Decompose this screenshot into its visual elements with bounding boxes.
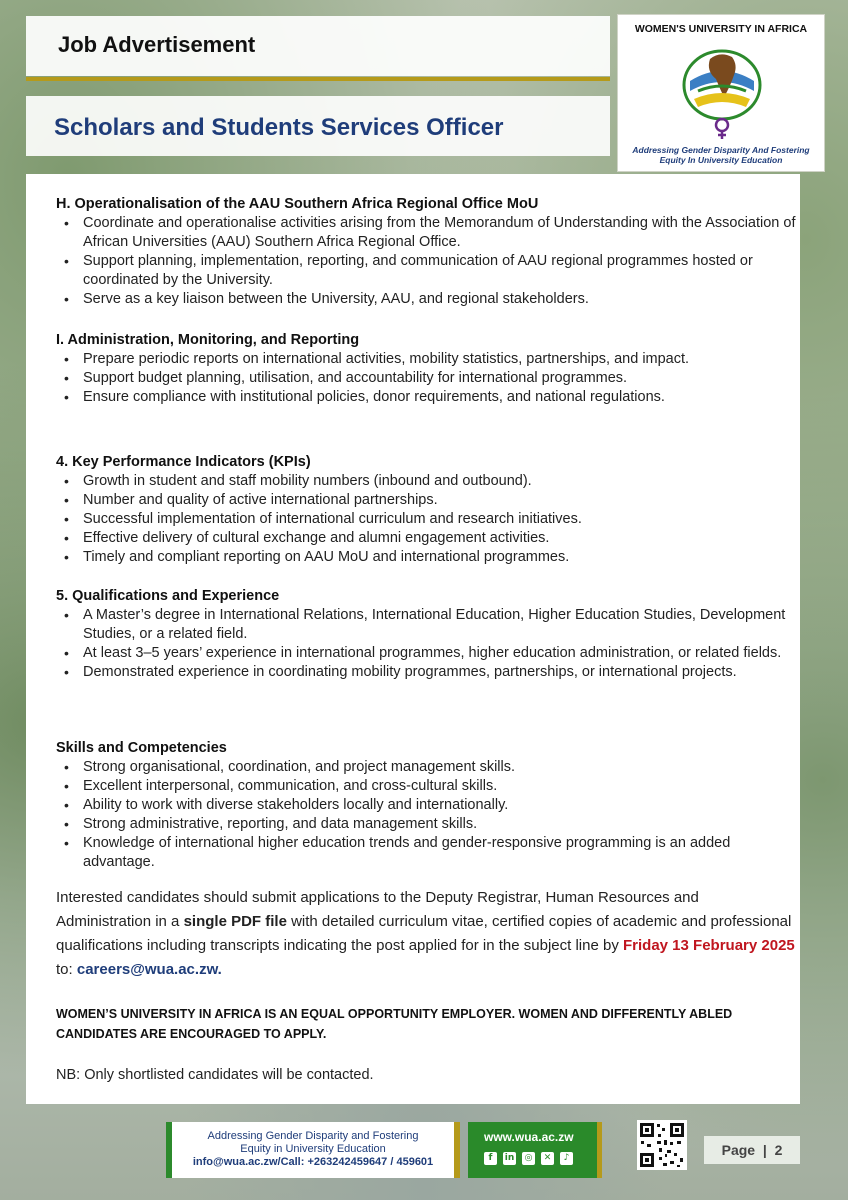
qr-code-icon[interactable] bbox=[637, 1120, 687, 1170]
website-link[interactable]: www.wua.ac.zw bbox=[484, 1130, 574, 1144]
footer-contact-card bbox=[166, 1122, 460, 1178]
instructions-text: with detailed curriculum vitae, certified copies of academic and professional qualifications including transcripts indicating the post applied for in the subject line by bbox=[56, 913, 792, 954]
bullet-list bbox=[56, 350, 796, 407]
logo-tagline-line1: Addressing Gender Disparity And Fostering bbox=[632, 145, 810, 155]
list-item: • Coordinate and operationalise activities arising from the Memorandum of Understanding with the Association of African Universities (AAU) Southern Africa Regional Office. bbox=[56, 214, 796, 252]
social-icons bbox=[484, 1152, 573, 1165]
section-heading: Skills and Competencies bbox=[56, 740, 227, 756]
section-qualifications bbox=[56, 587, 796, 682]
footer-contact[interactable]: info@wua.ac.zw/Call: +263242459647 / 459601 bbox=[192, 1156, 434, 1168]
instructions-text: to: bbox=[56, 961, 77, 978]
footer-tagline-line2: Equity in University Education bbox=[240, 1143, 386, 1155]
list-item: • Ensure compliance with institutional policies, donor requirements, and national regulations. bbox=[56, 388, 796, 407]
bullet-list bbox=[56, 606, 796, 682]
section-heading: H. Operationalisation of the AAU Southern Africa Regional Office MoU bbox=[56, 196, 539, 212]
section-administration bbox=[56, 331, 796, 407]
bullet-list bbox=[56, 472, 796, 567]
instagram-icon[interactable]: ◎ bbox=[522, 1152, 535, 1165]
list-item: • At least 3–5 years’ experience in international programmes, higher education administration, or related fields. bbox=[56, 644, 796, 663]
section-heading: I. Administration, Monitoring, and Reporting bbox=[56, 332, 360, 348]
list-item: • Knowledge of international higher education trends and gender-responsive programming is an added advantage. bbox=[56, 834, 796, 872]
page-number: 2 bbox=[774, 1142, 783, 1158]
list-item: • Excellent interpersonal, communication, and cross-cultural skills. bbox=[56, 777, 796, 796]
section-heading: 4. Key Performance Indicators (KPIs) bbox=[56, 454, 311, 470]
bullet-list bbox=[56, 214, 796, 309]
document-type-title: Job Advertisement bbox=[58, 32, 256, 57]
application-deadline: Friday 13 February 2025 bbox=[623, 937, 795, 954]
page-label: Page bbox=[721, 1142, 756, 1158]
section-heading: 5. Qualifications and Experience bbox=[56, 588, 280, 604]
logo-university-name: WOMEN'S UNIVERSITY IN AFRICA bbox=[634, 23, 808, 35]
section-aau-mou bbox=[56, 195, 796, 309]
linkedin-icon[interactable]: in bbox=[504, 1153, 515, 1163]
list-item: • A Master’s degree in International Relations, International Education, Higher Education Studies, Development Studies, or a related field. bbox=[56, 606, 796, 644]
list-item: • Demonstrated experience in coordinating mobility programmes, partnerships, or international projects. bbox=[56, 663, 796, 682]
list-item: • Support planning, implementation, reporting, and communication of AAU regional programmes hosted or coordinated by the University. bbox=[56, 252, 796, 290]
tiktok-icon[interactable]: ♪ bbox=[560, 1152, 573, 1165]
instructions-text: Interested candidates should submit applications to the Deputy Registrar, Human Resources and Administration in a bbox=[56, 889, 699, 930]
page-indicator bbox=[704, 1136, 800, 1164]
list-item: • Serve as a key liaison between the University, AAU, and regional stakeholders. bbox=[56, 290, 796, 309]
list-item: • Strong administrative, reporting, and data management skills. bbox=[56, 815, 796, 834]
list-item: • Support budget planning, utilisation, and accountability for international programmes. bbox=[56, 369, 796, 388]
section-kpis bbox=[56, 453, 796, 567]
application-instructions bbox=[56, 886, 796, 982]
list-item: • Timely and compliant reporting on AAU MoU and international programmes. bbox=[56, 548, 796, 567]
footer-tagline-line1: Addressing Gender Disparity and Fostering bbox=[207, 1130, 419, 1142]
logo-tagline bbox=[618, 145, 824, 165]
emblem-icon bbox=[680, 41, 764, 141]
facebook-icon[interactable]: f bbox=[484, 1152, 497, 1165]
list-item: • Strong organisational, coordination, and project management skills. bbox=[56, 758, 796, 777]
footer-web-card bbox=[468, 1122, 602, 1178]
page-separator: | bbox=[762, 1142, 767, 1158]
pdf-requirement: single PDF file bbox=[183, 913, 287, 930]
list-item: • Growth in student and staff mobility numbers (inbound and outbound). bbox=[56, 472, 796, 491]
list-item: • Effective delivery of cultural exchange and alumni engagement activities. bbox=[56, 529, 796, 548]
list-item: • Successful implementation of international curriculum and research initiatives. bbox=[56, 510, 796, 529]
application-email-link[interactable]: careers@wua.ac.zw. bbox=[76, 961, 222, 978]
university-logo bbox=[617, 14, 825, 172]
shortlist-note: NB: Only shortlisted candidates will be contacted. bbox=[56, 1067, 374, 1083]
section-skills bbox=[56, 739, 796, 872]
bullet-list bbox=[56, 758, 796, 872]
list-item: • Ability to work with diverse stakeholders locally and internationally. bbox=[56, 796, 796, 815]
equal-opportunity-statement: WOMEN’S UNIVERSITY IN AFRICA IS AN EQUAL OPPORTUNITY EMPLOYER. WOMEN AND DIFFERENTLY ABLED CANDIDATES ARE ENCOURAGED TO APPLY. bbox=[56, 1007, 733, 1041]
list-item: • Number and quality of active international partnerships. bbox=[56, 491, 796, 510]
logo-tagline-line2: Equity In University Education bbox=[659, 155, 783, 165]
x-icon[interactable]: ✕ bbox=[541, 1152, 554, 1165]
header-divider bbox=[26, 77, 610, 81]
list-item: • Prepare periodic reports on international activities, mobility statistics, partnerships, and impact. bbox=[56, 350, 796, 369]
job-title: Scholars and Students Services Officer bbox=[54, 114, 504, 141]
